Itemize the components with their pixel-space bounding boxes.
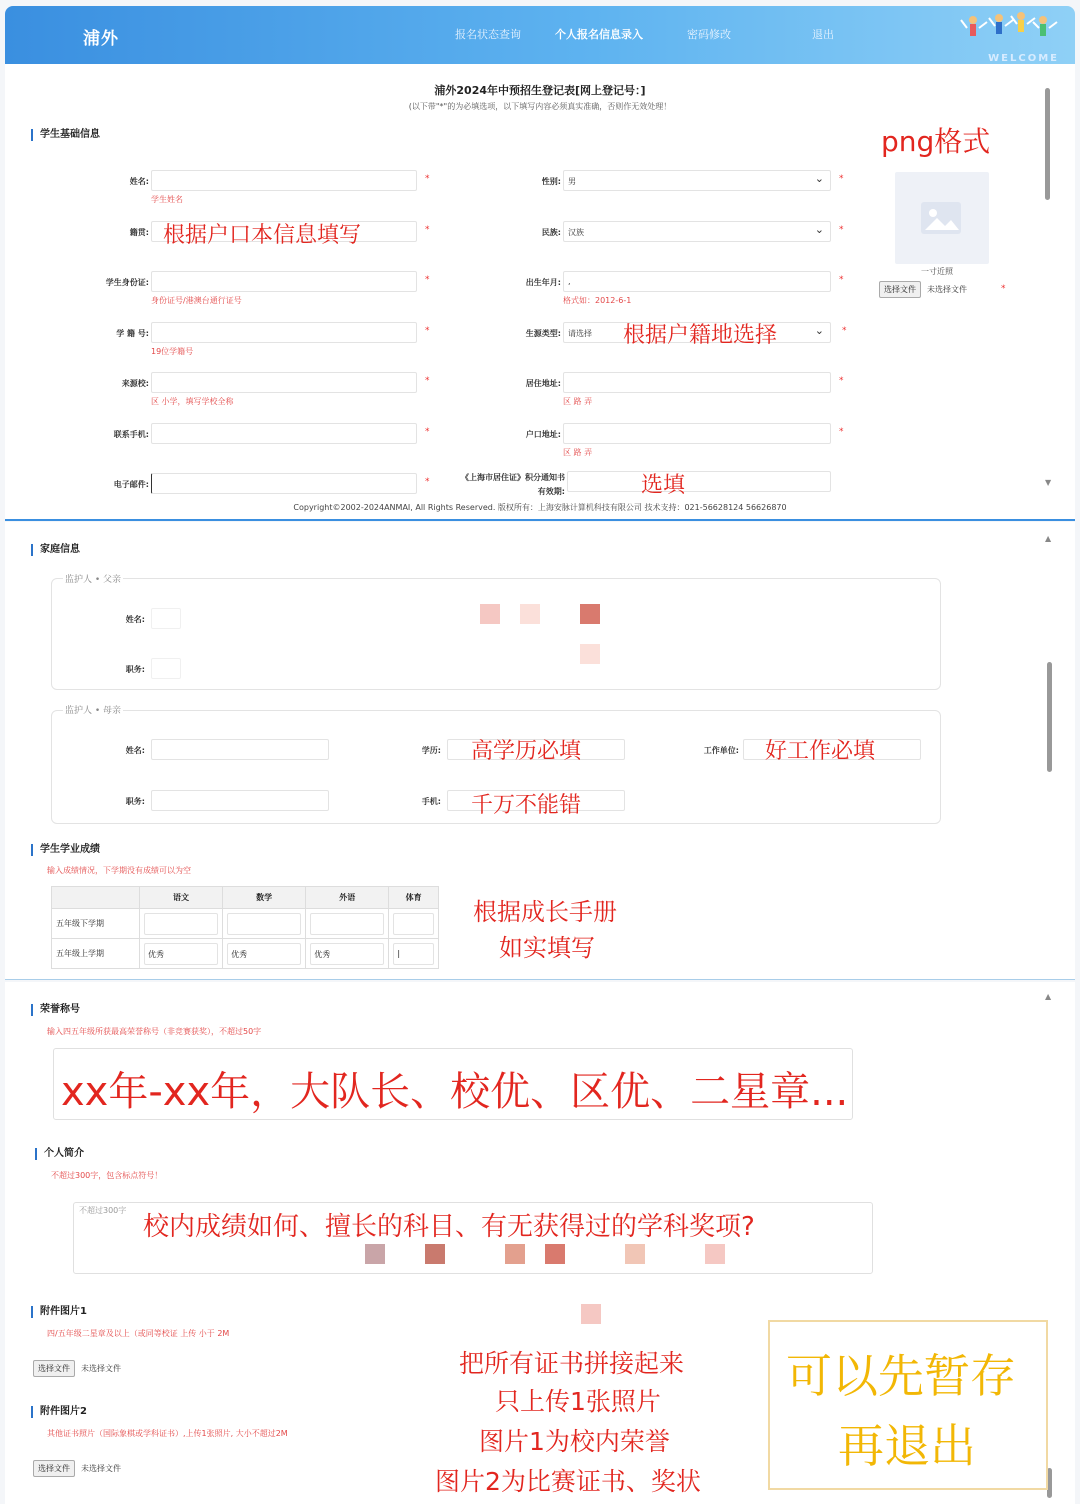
id-hint: 身份证号/港澳台通行证号 xyxy=(151,296,242,305)
required-mark: * xyxy=(839,225,844,235)
hukou-label: 户口地址: xyxy=(525,430,561,439)
required-mark: * xyxy=(425,376,430,386)
mosaic-block xyxy=(580,604,600,624)
source-type-label: 生源类型: xyxy=(525,329,561,338)
score-cell xyxy=(140,939,223,969)
table-header xyxy=(52,887,140,909)
divider xyxy=(5,519,1075,521)
mosaic-block xyxy=(520,604,540,624)
mother-name-label: 姓名: xyxy=(125,746,145,755)
father-job-label: 职务: xyxy=(125,665,145,674)
table-header: 数学 xyxy=(223,887,306,909)
table-header: 体育 xyxy=(389,887,439,909)
copyright-text: Copyright©2002-2024ANMAI, All Rights Reserved. 版权所有：上海安脉计算机科技有限公司 技术支持：021-56628124 56626870 xyxy=(293,503,787,512)
attach1-no-file-text: 未选择文件 xyxy=(81,1364,121,1373)
photo-placeholder[interactable] xyxy=(895,172,989,264)
father-job-input[interactable] xyxy=(151,658,181,679)
scroll-up-icon[interactable]: ▲ xyxy=(1045,534,1052,543)
mother-name-input[interactable] xyxy=(151,739,329,760)
score-input[interactable]: 优秀 xyxy=(144,943,218,965)
mosaic-block xyxy=(705,1244,725,1264)
scrollbar[interactable] xyxy=(1045,88,1050,200)
nav-logout[interactable]: 退出 xyxy=(812,28,834,41)
mosaic-block xyxy=(425,1244,445,1264)
term-cell: 五年级上学期 xyxy=(52,939,140,969)
school-label: 来源校: xyxy=(121,379,149,388)
attach1-hint: 四/五年级二星章及以上（或同等校证 上传 小于 2M xyxy=(47,1329,230,1338)
mosaic-block xyxy=(505,1244,525,1264)
annotation-native: 根据户口本信息填写 xyxy=(163,223,362,248)
main-nav xyxy=(455,26,852,42)
name-hint: 学生姓名 xyxy=(151,195,183,204)
required-mark: * xyxy=(842,326,847,336)
annotation-scores-1: 根据成长手册 xyxy=(473,898,617,926)
mosaic-block xyxy=(480,604,500,624)
hukou-hint: 区 路 弄 xyxy=(563,448,593,457)
annotation-scores-2: 如实填写 xyxy=(499,934,595,962)
section-attach1: 附件图片1 xyxy=(31,1306,87,1318)
required-mark: * xyxy=(425,326,430,336)
birth-input[interactable]: , xyxy=(563,271,831,292)
photo-no-file-text: 未选择文件 xyxy=(927,285,967,294)
welcome-illustration xyxy=(959,10,1059,64)
score-cell xyxy=(140,909,223,939)
score-cell xyxy=(223,909,306,939)
father-name-input[interactable] xyxy=(151,608,181,629)
welcome-text: WELCOME xyxy=(988,53,1059,64)
gender-label: 性别: xyxy=(541,177,561,186)
section-basic-info: 学生基础信息 xyxy=(31,129,100,141)
basic-info-panel xyxy=(5,64,1075,520)
family-panel xyxy=(5,522,1075,980)
image-icon xyxy=(919,196,965,240)
required-mark: * xyxy=(839,376,844,386)
mosaic-block xyxy=(581,1304,601,1324)
annotation-attach-3: 图片1为校内荣誉 xyxy=(479,1427,670,1456)
required-mark: * xyxy=(425,174,430,184)
section-scores: 学生学业成绩 xyxy=(31,844,100,856)
section-intro: 个人简介 xyxy=(35,1148,84,1160)
section-attach2: 附件图片2 xyxy=(31,1406,87,1418)
annotation-png: png格式 xyxy=(881,125,991,158)
birth-label: 出生年月: xyxy=(525,278,561,287)
annotation-save-2: 再退出 xyxy=(838,1419,976,1473)
annotation-phone: 千万不能错 xyxy=(471,793,582,818)
intro-placeholder: 不超过300字 xyxy=(79,1206,127,1215)
nav-status-query[interactable]: 报名状态查询 xyxy=(455,28,521,41)
table-header: 语文 xyxy=(140,887,223,909)
annotation-source: 根据户籍地选择 xyxy=(623,323,778,348)
score-input[interactable] xyxy=(393,913,434,935)
annotation-attach-4: 图片2为比赛证书、奖状 xyxy=(435,1467,701,1496)
id-label: 学生身份证: xyxy=(105,278,149,287)
residence-label-line2: 有效期: xyxy=(537,487,565,496)
table-header: 外语 xyxy=(306,887,389,909)
gender-select[interactable]: 男 ⌄ xyxy=(563,170,831,191)
mother-phone-label: 手机: xyxy=(421,797,441,806)
mosaic-block xyxy=(545,1244,565,1264)
address-input[interactable] xyxy=(563,372,831,393)
address-label: 居住地址: xyxy=(525,379,561,388)
phone-label: 联系手机: xyxy=(113,430,149,439)
required-mark: * xyxy=(839,174,844,184)
father-fieldset xyxy=(51,578,941,690)
photo-caption: 一寸近照 xyxy=(921,267,953,276)
required-mark: * xyxy=(425,477,430,487)
score-cell xyxy=(389,909,439,939)
mosaic-block xyxy=(625,1244,645,1264)
address-hint: 区 路 弄 xyxy=(563,397,593,406)
hukou-input[interactable] xyxy=(563,423,831,444)
annotation-save-1: 可以先暂存 xyxy=(786,1349,1016,1403)
nation-select[interactable]: 汉族 ⌄ xyxy=(563,221,831,242)
table-row xyxy=(52,939,439,969)
intro-hint: 不超过300字，包含标点符号！ xyxy=(51,1171,163,1180)
score-cell xyxy=(389,939,439,969)
required-mark: * xyxy=(839,427,844,437)
school-hint: 区 小学，填写学校全称 xyxy=(151,397,234,406)
student-name-input[interactable] xyxy=(151,170,417,191)
photo-choose-file-button[interactable]: 选择文件 xyxy=(879,281,921,298)
source-type-select[interactable]: 请选择 ⌄ xyxy=(563,322,831,343)
scores-table xyxy=(51,886,439,969)
mother-legend: 监护人 • 母亲 xyxy=(63,703,123,716)
honors-hint: 输入四五年级所获最高荣誉称号（非竞赛获奖），不超过50字 xyxy=(47,1027,262,1036)
mosaic-block xyxy=(580,644,600,664)
required-mark: * xyxy=(425,427,430,437)
score-input[interactable]: | xyxy=(393,943,434,965)
scores-header-row xyxy=(52,887,439,909)
mother-job-label: 职务: xyxy=(125,797,145,806)
residence-label xyxy=(425,472,565,497)
name-label: 姓名: xyxy=(129,177,149,186)
attach1-choose-file-button[interactable]: 选择文件 xyxy=(33,1360,75,1377)
attach2-hint: 其他证书照片（国际象棋或学科证书）,上传1张照片, 大小不超过2M xyxy=(47,1429,288,1438)
score-input[interactable] xyxy=(310,913,384,935)
scroll-down-icon[interactable]: ▼ xyxy=(1045,478,1052,487)
required-mark: * xyxy=(425,225,430,235)
annotation-optional: 选填 xyxy=(641,473,686,498)
table-row xyxy=(52,909,439,939)
required-mark: * xyxy=(839,275,844,285)
annotation-work: 好工作必填 xyxy=(765,739,876,764)
residence-label-line1: 《上海市居住证》积分通知书 xyxy=(461,473,565,482)
roll-hint: 19位学籍号 xyxy=(151,347,194,356)
mother-job-input[interactable] xyxy=(151,790,329,811)
scroll-up-icon[interactable]: ▲ xyxy=(1045,992,1052,1001)
scrollbar[interactable] xyxy=(1047,662,1052,772)
score-input[interactable]: 优秀 xyxy=(227,943,301,965)
nav-info-entry[interactable]: 个人报名信息录入 xyxy=(555,28,643,41)
score-cell xyxy=(306,939,389,969)
email-label: 电子邮件: xyxy=(113,480,149,489)
annotation-attach-1: 把所有证书拼接起来 xyxy=(459,1349,685,1378)
nav-password[interactable]: 密码修改 xyxy=(687,28,731,41)
annotation-honors: xx年-xx年，大队长、校优、区优、二星章... xyxy=(61,1069,849,1115)
term-cell: 五年级下学期 xyxy=(52,909,140,939)
father-legend: 监护人 • 父亲 xyxy=(63,572,123,585)
score-input[interactable] xyxy=(144,913,218,935)
source-school-input[interactable] xyxy=(151,372,417,393)
form-title: 浦外2024年中预招生登记表[网上登记号：] xyxy=(434,84,646,97)
email-input[interactable] xyxy=(151,473,417,494)
site-logo[interactable]: 浦外 xyxy=(83,29,119,49)
phone-input[interactable] xyxy=(151,423,417,444)
attach2-choose-file-button[interactable]: 选择文件 xyxy=(33,1460,75,1477)
form-subtitle: (以下带"*"的为必填选项，以下填写内容必须真实准确，否则作无效处理！ xyxy=(408,102,672,111)
divider xyxy=(5,979,1075,980)
score-input[interactable]: 优秀 xyxy=(310,943,384,965)
mother-edu-label: 学历: xyxy=(421,746,441,755)
required-mark: * xyxy=(1001,284,1006,294)
score-input[interactable] xyxy=(227,913,301,935)
id-number-input[interactable] xyxy=(151,271,417,292)
required-mark: * xyxy=(425,275,430,285)
scores-hint: 输入成绩情况，下学期没有成绩可以为空 xyxy=(47,866,191,875)
section-honors: 荣誉称号 xyxy=(31,1004,80,1016)
kids-icon xyxy=(959,10,1059,54)
native-place-label: 籍贯: xyxy=(129,228,149,237)
annotation-attach-2: 只上传1张照片 xyxy=(495,1387,661,1416)
annotation-intro: 校内成绩如何、擅长的科目、有无获得过的学科奖项? xyxy=(143,1212,755,1242)
score-cell xyxy=(306,909,389,939)
nation-label: 民族: xyxy=(541,228,561,237)
annotation-edu: 高学历必填 xyxy=(471,739,582,764)
student-roll-input[interactable] xyxy=(151,322,417,343)
birth-hint: 格式如：2012-6-1 xyxy=(563,296,632,305)
top-navbar xyxy=(5,6,1075,64)
mosaic-block xyxy=(365,1244,385,1264)
residence-date-input[interactable] xyxy=(567,471,831,492)
section-family: 家庭信息 xyxy=(31,544,80,556)
roll-label: 学 籍 号: xyxy=(116,329,149,338)
score-cell xyxy=(223,939,306,969)
mother-work-label: 工作单位: xyxy=(703,746,739,755)
father-name-label: 姓名: xyxy=(125,615,145,624)
attach2-no-file-text: 未选择文件 xyxy=(81,1464,121,1473)
